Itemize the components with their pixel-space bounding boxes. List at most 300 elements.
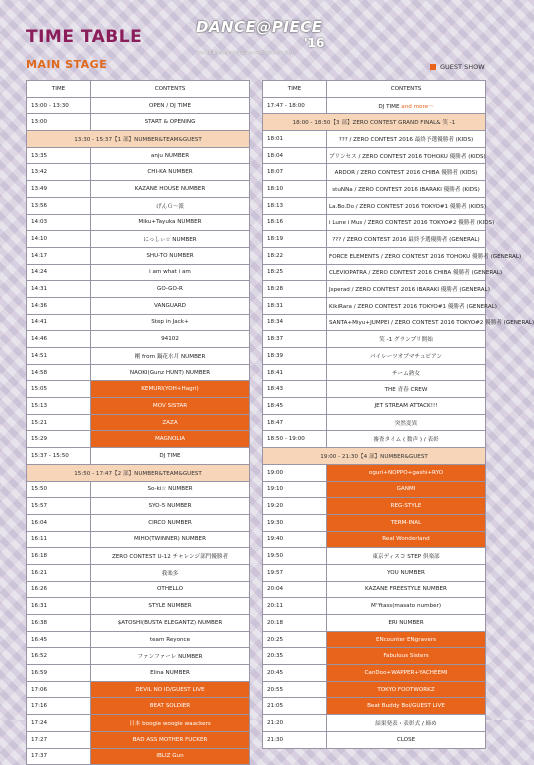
table-row xyxy=(27,531,250,548)
table-row xyxy=(27,481,250,498)
contents-cell xyxy=(327,364,486,381)
table-row xyxy=(27,731,250,748)
contents-text: Miku+Tayuka NUMBER xyxy=(138,219,202,226)
stage-subtitle: MAIN STAGE xyxy=(26,58,108,71)
table-header-row xyxy=(263,81,486,98)
time-cell: 16:11 xyxy=(27,531,91,548)
contents-text: OPEN / DJ TIME xyxy=(148,102,192,109)
time-cell: 14:46 xyxy=(27,331,91,348)
contents-text: IBLIZ Gun xyxy=(156,753,184,760)
table-row xyxy=(263,665,486,682)
contents-cell xyxy=(327,164,486,181)
time-cell: 14:31 xyxy=(27,281,91,298)
time-cell: 13:49 xyxy=(27,181,91,198)
table-row xyxy=(27,181,250,198)
contents-text: REG-STYLE xyxy=(390,503,422,510)
contents-text: 審査タイム ( 数声 ) / 表彰 xyxy=(373,437,439,444)
contents-cell xyxy=(91,314,250,331)
section-title: 15:50 - 17:47【2 部】NUMBER&TEAM&GUEST xyxy=(27,464,250,481)
contents-cell xyxy=(91,247,250,264)
time-cell: 18:07 xyxy=(263,164,327,181)
contents-text: i am what i am xyxy=(149,269,191,276)
contents-cell xyxy=(91,114,250,131)
time-cell: 15:50 xyxy=(27,481,91,498)
time-cell: 18:34 xyxy=(263,314,327,331)
contents-text: KEMURI(YOH+Hagri) xyxy=(141,386,199,393)
table-row xyxy=(27,147,250,164)
page-title: TIME TABLE xyxy=(26,27,143,47)
table-row xyxy=(263,715,486,732)
contents-text: NAOKI(Gunz HUNT) NUMBER xyxy=(129,369,211,376)
time-cell: 18:13 xyxy=(263,197,327,214)
table-row xyxy=(263,214,486,231)
time-cell: 19:10 xyxy=(263,481,327,498)
time-cell: 17:27 xyxy=(27,731,91,748)
contents-cell xyxy=(91,548,250,565)
section-title: 13:30 - 15:37【1 部】NUMBER&TEAM&GUEST xyxy=(27,131,250,148)
contents-text: ERI NUMBER xyxy=(388,619,424,626)
contents-cell xyxy=(91,531,250,548)
table-row xyxy=(263,464,486,481)
table-row xyxy=(27,97,250,114)
contents-text: VANGUARD xyxy=(154,302,186,309)
time-cell: 13:00 xyxy=(27,114,91,131)
table-row xyxy=(27,564,250,581)
table-row xyxy=(27,514,250,531)
table-row xyxy=(263,131,486,148)
contents-text: CLEVIOPATRA / ZERO CONTEST 2016 CHIBA 優勝者 (GENERAL) xyxy=(329,270,503,277)
contents-text: ENcounter ENgravers xyxy=(376,636,436,643)
table-row xyxy=(27,114,250,131)
table-row xyxy=(27,681,250,698)
contents-cell xyxy=(91,97,250,114)
table-row xyxy=(263,247,486,264)
table-row xyxy=(263,381,486,398)
table-row xyxy=(27,398,250,415)
contents-text: team Reyonce xyxy=(149,636,191,643)
contents-cell xyxy=(327,548,486,565)
contents-cell xyxy=(91,331,250,348)
schedule-table-left xyxy=(26,80,250,765)
guest-show-cell xyxy=(327,631,486,648)
table-row xyxy=(27,297,250,314)
contents-text: THE 青春 CREW xyxy=(384,387,428,394)
table-row xyxy=(27,715,250,732)
contents-text: MOV SISTAR xyxy=(152,402,188,409)
guest-show-cell xyxy=(327,481,486,498)
time-cell: 19:57 xyxy=(263,564,327,581)
contents-text: KAZANE FREESTYLE NUMBER xyxy=(365,586,447,593)
contents-cell xyxy=(91,281,250,298)
contents-cell xyxy=(91,197,250,214)
contents-text: stuNNa / ZERO CONTEST 2016 IBARAKI 優勝者 (KIDS) xyxy=(332,186,480,193)
contents-cell xyxy=(91,498,250,515)
contents-text: ZAZA xyxy=(162,419,178,426)
table-row xyxy=(27,348,250,365)
contents-text: にっしぃ☆ NUMBER xyxy=(143,237,197,244)
contents-text: げんＧ～派 xyxy=(156,203,184,210)
time-cell: 14:58 xyxy=(27,364,91,381)
table-row xyxy=(263,314,486,331)
contents-text: CHI-KA NUMBER xyxy=(147,169,193,176)
table-row xyxy=(263,231,486,248)
time-cell: 18:25 xyxy=(263,264,327,281)
table-row xyxy=(27,698,250,715)
time-cell: 17:47 - 18:00 xyxy=(263,97,327,114)
contents-cell xyxy=(91,448,250,465)
contents-text: OTHELLO xyxy=(157,586,183,593)
time-column-header: TIME xyxy=(27,81,91,98)
time-cell: 19:30 xyxy=(263,514,327,531)
guest-show-cell xyxy=(327,464,486,481)
contents-text: DJ TIME xyxy=(378,103,400,110)
time-cell: 20:11 xyxy=(263,598,327,615)
time-cell: 18:39 xyxy=(263,348,327,365)
contents-text: TERM-INAL xyxy=(390,519,422,526)
table-row xyxy=(27,748,250,765)
schedule-table-right xyxy=(262,80,534,749)
time-cell: 17:06 xyxy=(27,681,91,698)
time-cell: 18:41 xyxy=(263,364,327,381)
contents-text: Jsperad / ZERO CONTEST 2016 IBARAKI 優勝者 (GENERAL) xyxy=(329,287,490,294)
time-cell: 14:17 xyxy=(27,247,91,264)
contents-cell xyxy=(327,581,486,598)
contents-cell xyxy=(91,631,250,648)
contents-column-header: CONTENTS xyxy=(327,81,486,98)
time-cell: 16:59 xyxy=(27,665,91,682)
legend-swatch xyxy=(430,64,436,70)
section-row xyxy=(263,448,486,465)
table-row xyxy=(263,615,486,632)
guest-show-cell xyxy=(91,681,250,698)
table-row xyxy=(263,564,486,581)
contents-cell xyxy=(327,97,486,114)
event-logo xyxy=(196,18,325,68)
time-cell: 18:45 xyxy=(263,398,327,415)
contents-text: 剛 from 鍋花水月 NUMBER xyxy=(134,353,206,360)
time-cell: 18:47 xyxy=(263,414,327,431)
contents-text: 日本 boogie woogie waackers xyxy=(129,720,211,727)
time-cell: 15:05 xyxy=(27,381,91,398)
contents-cell xyxy=(327,731,486,748)
time-cell: 16:45 xyxy=(27,631,91,648)
table-header-row xyxy=(27,81,250,98)
contents-cell xyxy=(327,381,486,398)
contents-text: CIRCO NUMBER xyxy=(148,519,192,526)
table-row xyxy=(27,598,250,615)
table-row xyxy=(263,431,486,448)
table-row xyxy=(263,364,486,381)
time-cell: 17:37 xyxy=(27,748,91,765)
contents-column-header: CONTENTS xyxy=(91,81,250,98)
contents-cell xyxy=(91,665,250,682)
table-row xyxy=(263,731,486,748)
contents-text: JET STREAM ATTACK!!! xyxy=(374,402,438,409)
table-row xyxy=(27,264,250,281)
guest-show-cell xyxy=(91,698,250,715)
section-row xyxy=(27,464,250,481)
time-cell: 18:19 xyxy=(263,231,327,248)
time-cell: 15:13 xyxy=(27,398,91,415)
table-row xyxy=(263,97,486,114)
contents-cell xyxy=(327,348,486,365)
table-row xyxy=(27,448,250,465)
contents-cell xyxy=(91,481,250,498)
contents-text: KAZANE HOUSE NUMBER xyxy=(134,185,206,192)
time-cell: 19:50 xyxy=(263,548,327,565)
contents-text: GANMI xyxy=(396,486,416,493)
table-row xyxy=(27,364,250,381)
contents-text: GO-GO-R xyxy=(157,286,183,293)
guest-show-cell xyxy=(327,531,486,548)
contents-cell xyxy=(91,514,250,531)
table-row xyxy=(27,431,250,448)
table-row xyxy=(263,514,486,531)
guest-show-cell xyxy=(91,748,250,765)
table-row xyxy=(263,164,486,181)
time-cell: 19:40 xyxy=(263,531,327,548)
contents-text: M''ftass(masato number) xyxy=(370,603,442,610)
guest-show-cell xyxy=(91,398,250,415)
time-cell: 20:35 xyxy=(263,648,327,665)
time-cell: 18:37 xyxy=(263,331,327,348)
contents-cell xyxy=(91,231,250,248)
contents-text: i Lune i Mus / ZERO CONTEST 2016 TOKYO#2 優勝者 (KIDS) xyxy=(329,220,495,227)
table-row xyxy=(27,331,250,348)
time-cell: 17:24 xyxy=(27,715,91,732)
time-cell: 19:20 xyxy=(263,498,327,515)
contents-text: START & OPENING xyxy=(144,119,196,126)
time-cell: 18:10 xyxy=(263,181,327,198)
time-cell: 15:37 - 15:50 xyxy=(27,448,91,465)
section-row xyxy=(27,131,250,148)
time-cell: 13:35 xyxy=(27,147,91,164)
logo-text: DANCE@PIECE xyxy=(196,18,323,36)
contents-cell xyxy=(91,564,250,581)
legend-label: GUEST SHOW xyxy=(440,63,485,71)
time-cell: 16:52 xyxy=(27,648,91,665)
contents-cell xyxy=(327,598,486,615)
guest-show-cell xyxy=(91,715,250,732)
guest-show-cell xyxy=(91,431,250,448)
table-row xyxy=(27,498,250,515)
time-cell: 18:04 xyxy=(263,147,327,164)
time-cell: 20:04 xyxy=(263,581,327,598)
time-cell: 21:30 xyxy=(263,731,327,748)
contents-cell xyxy=(327,414,486,431)
contents-text: TOKYO FOOTWORKZ xyxy=(377,686,435,693)
time-cell: 13:00 - 13:30 xyxy=(27,97,91,114)
contents-cell xyxy=(327,231,486,248)
contents-text: ARDOR / ZERO CONTEST 2016 CHIBA 優勝者 (KIDS) xyxy=(334,170,478,177)
contents-text: $ATOSHI(BUSTA ELEGANTZ) NUMBER xyxy=(117,619,223,626)
section-row xyxy=(263,114,486,131)
time-cell: 18:31 xyxy=(263,297,327,314)
contents-text: So-ki☆ NUMBER xyxy=(147,486,193,493)
contents-cell xyxy=(91,615,250,632)
table-row xyxy=(27,214,250,231)
time-cell: 21:05 xyxy=(263,698,327,715)
contents-cell xyxy=(91,648,250,665)
table-row xyxy=(27,615,250,632)
contents-text: CLOSE xyxy=(396,736,416,743)
table-row xyxy=(263,531,486,548)
contents-text: anju NUMBER xyxy=(150,152,190,159)
contents-text: SHU-TO NUMBER xyxy=(146,252,194,259)
contents-text: SANTA+Miyu+JUMPEI / ZERO CONTEST 2016 TOKYO#2 優勝者 (GENERAL) xyxy=(329,320,534,327)
contents-text: 東京ディスコ STEP 倶楽部 xyxy=(372,554,440,561)
time-cell: 18:22 xyxy=(263,247,327,264)
contents-text: プリンセス / ZERO CONTEST 2016 TOHOKU 優勝者 (KIDS) xyxy=(329,153,486,160)
contents-cell xyxy=(327,564,486,581)
time-cell: 14:41 xyxy=(27,314,91,331)
time-cell: 16:26 xyxy=(27,581,91,598)
time-cell: 13:56 xyxy=(27,197,91,214)
contents-cell xyxy=(327,314,534,331)
contents-text: ZERO CONTEST U-12 チャレンジ部門優勝者 xyxy=(111,554,229,561)
table-row xyxy=(263,414,486,431)
table-row xyxy=(263,281,486,298)
section-title: 19:00 - 21:30【4 部】NUMBER&GUEST xyxy=(263,448,486,465)
contents-text: ??? / ZERO CONTEST 2016 最終予選優勝者 (KIDS) xyxy=(338,136,474,143)
table-row xyxy=(27,164,250,181)
contents-cell xyxy=(327,398,486,415)
contents-cell xyxy=(91,147,250,164)
contents-cell xyxy=(327,197,486,214)
contents-cell xyxy=(91,348,250,365)
contents-text: Elina NUMBER xyxy=(150,669,190,676)
time-cell: 18:50 - 19:00 xyxy=(263,431,327,448)
contents-text: 笑 -1 グランプリ開始 xyxy=(379,337,433,344)
table-row xyxy=(27,197,250,214)
contents-text: BEAT SOLDIER xyxy=(149,703,191,710)
contents-cell xyxy=(327,181,486,198)
table-row xyxy=(263,264,486,281)
contents-cell xyxy=(327,247,522,264)
contents-cell xyxy=(327,147,486,164)
table-row xyxy=(263,348,486,365)
table-row xyxy=(263,631,486,648)
time-cell: 16:18 xyxy=(27,548,91,565)
contents-cell xyxy=(327,214,495,231)
time-cell: 21:20 xyxy=(263,715,327,732)
contents-text: Fabulous Sisters xyxy=(383,653,429,660)
table-row xyxy=(27,314,250,331)
contents-cell xyxy=(91,264,250,281)
time-cell: 18:43 xyxy=(263,381,327,398)
time-cell: 15:21 xyxy=(27,414,91,431)
table-row xyxy=(263,681,486,698)
contents-text: MAGNOLIA xyxy=(154,436,186,443)
table-row xyxy=(27,247,250,264)
table-row xyxy=(27,414,250,431)
contents-text: DJ TIME xyxy=(159,452,181,459)
table-row xyxy=(263,648,486,665)
guest-show-cell xyxy=(327,498,486,515)
table-row xyxy=(27,581,250,598)
section-title: 18:00 - 18:50【3 部】ZERO CONTEST GRAND FINAL& 笑 -1 xyxy=(263,114,486,131)
table-row xyxy=(263,698,486,715)
time-cell: 14:24 xyxy=(27,264,91,281)
contents-cell xyxy=(327,331,486,348)
time-cell: 19:00 xyxy=(263,464,327,481)
time-cell: 15:57 xyxy=(27,498,91,515)
time-column-header: TIME xyxy=(263,81,327,98)
contents-text: YOU NUMBER xyxy=(387,569,425,576)
time-cell: 16:21 xyxy=(27,564,91,581)
table-row xyxy=(263,331,486,348)
contents-text: チーム熟女 xyxy=(392,370,420,377)
contents-text: MIHO(TWINNER) NUMBER xyxy=(134,536,206,543)
time-cell: 14:36 xyxy=(27,297,91,314)
contents-cell xyxy=(91,214,250,231)
contents-text: 94102 xyxy=(161,336,179,343)
time-cell: 20:25 xyxy=(263,631,327,648)
table-row xyxy=(263,498,486,515)
contents-text: 我楽多 xyxy=(161,570,179,577)
contents-cell xyxy=(327,715,486,732)
table-row xyxy=(27,631,250,648)
contents-text: パイレーツオブマチュピアン xyxy=(370,353,442,360)
contents-cell xyxy=(327,615,486,632)
guest-show-cell xyxy=(327,648,486,665)
table-row xyxy=(27,665,250,682)
time-cell: 18:28 xyxy=(263,281,327,298)
guest-show-cell xyxy=(91,414,250,431)
guest-show-cell xyxy=(91,381,250,398)
time-cell: 14:51 xyxy=(27,348,91,365)
contents-text: DEVIL NO ID/GUEST LIVE xyxy=(135,686,205,693)
time-cell: 18:16 xyxy=(263,214,327,231)
time-cell: 14:03 xyxy=(27,214,91,231)
contents-text: FORCE ELEMENTS / ZERO CONTEST 2016 TOHOKU 優勝者 (GENERAL) xyxy=(329,253,522,260)
contents-cell xyxy=(327,297,497,314)
contents-text: KikiRara / ZERO CONTEST 2016 TOKYO#1 優勝者 (GENERAL) xyxy=(329,303,497,310)
contents-cell xyxy=(91,581,250,598)
table-row xyxy=(27,548,250,565)
contents-cell xyxy=(91,297,250,314)
guest-show-cell xyxy=(91,731,250,748)
time-cell: 18:01 xyxy=(263,131,327,148)
contents-text: Beat Buddy Boi/GUEST LIVE xyxy=(367,703,445,710)
table-row xyxy=(263,598,486,615)
contents-text: 結果発表・表彰式 / 締め xyxy=(375,720,437,727)
table-row xyxy=(263,197,486,214)
contents-text: CanDoo+WAPPER+YACHEEMI xyxy=(364,669,448,676)
logo-tagline: The 6th Breakdancing Dance Festival of the Year xyxy=(196,50,294,55)
time-cell: 20:18 xyxy=(263,615,327,632)
contents-cell xyxy=(91,181,250,198)
guest-show-cell xyxy=(327,665,486,682)
time-cell: 16:31 xyxy=(27,598,91,615)
table-row xyxy=(27,281,250,298)
contents-text: ファンファーレ NUMBER xyxy=(137,654,203,661)
time-cell: 13:42 xyxy=(27,164,91,181)
contents-cell xyxy=(91,364,250,381)
contents-cell xyxy=(327,281,490,298)
time-cell: 20:55 xyxy=(263,681,327,698)
contents-cell xyxy=(91,164,250,181)
contents-text: La.Bo.Do / ZERO CONTEST 2016 TOKYO#1 優勝者 (KIDS) xyxy=(329,203,486,210)
guest-show-cell xyxy=(327,681,486,698)
contents-text: ??? / ZERO CONTEST 2016 最終予選優勝者 (GENERAL) xyxy=(332,237,480,244)
table-row xyxy=(263,297,486,314)
table-row xyxy=(27,381,250,398)
table-row xyxy=(263,548,486,565)
time-cell: 14:10 xyxy=(27,231,91,248)
logo-year: '16 xyxy=(304,36,325,50)
contents-text: SYO-5 NUMBER xyxy=(148,503,192,510)
